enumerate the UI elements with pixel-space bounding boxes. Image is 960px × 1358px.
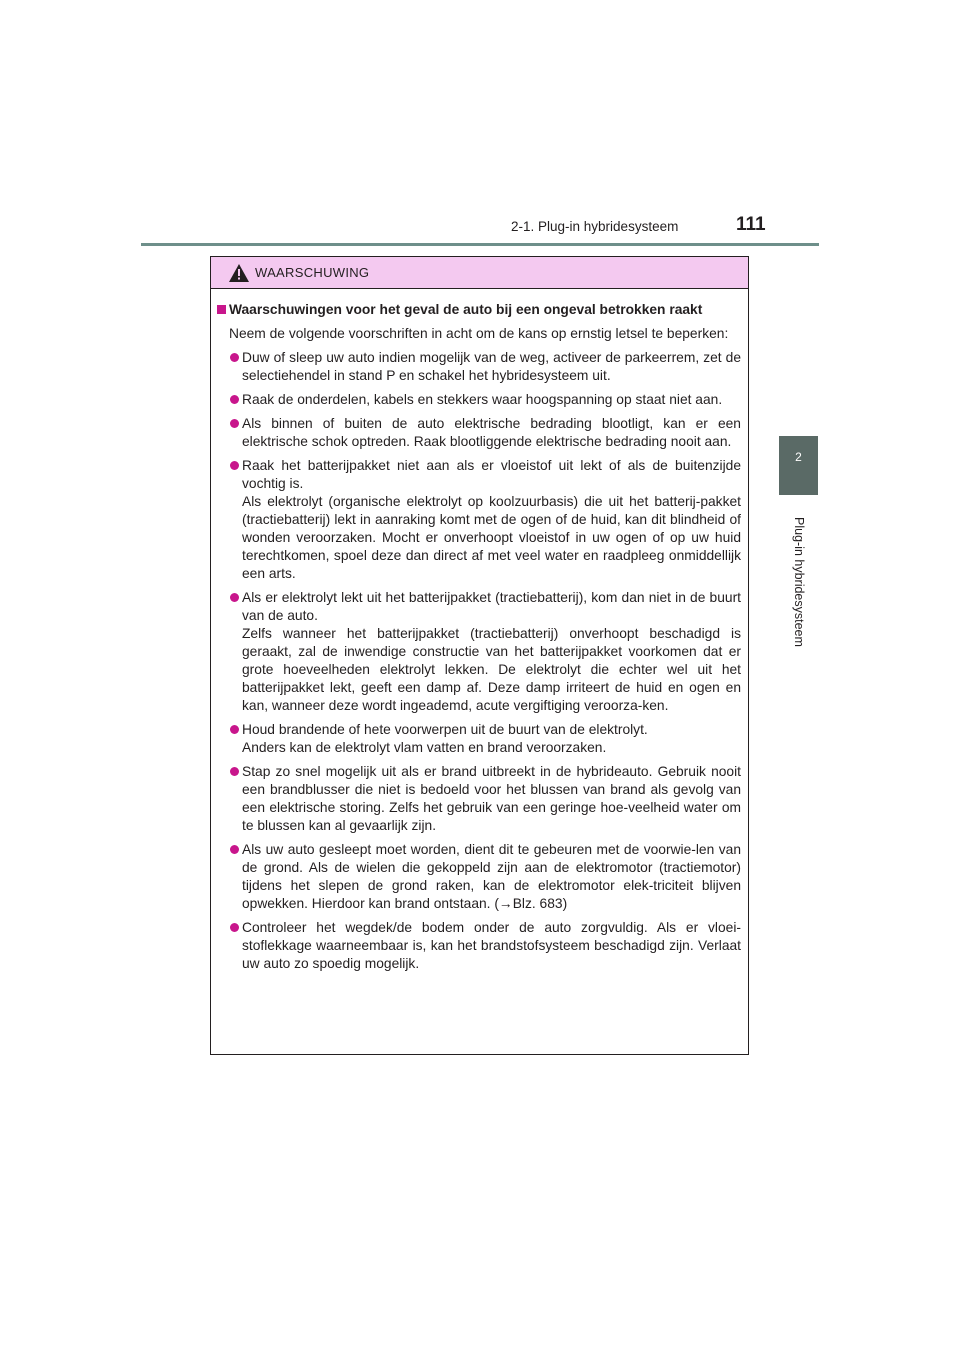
- list-item: [217, 457, 741, 583]
- list-item: [217, 415, 741, 451]
- list-item: [217, 763, 741, 835]
- bullet-dot-icon: [230, 923, 239, 932]
- list-item: [217, 589, 741, 715]
- warning-section-heading-text: Waarschuwingen voor het geval de auto bij een ongeval betrokken raakt: [229, 302, 703, 317]
- warning-intro: Neem de volgende voorschriften in acht om de kans op ernstig letsel te beperken:: [229, 326, 729, 341]
- list-item: [217, 349, 741, 385]
- bullet-dot-icon: [230, 593, 239, 602]
- list-item-text: Anders kan de elektrolyt vlam vatten en brand veroorzaken.: [242, 740, 607, 755]
- list-item-text: Duw of sleep uw auto indien mogelijk van de weg, activeer de parkeerrem, zet de selectiehendel in stand P en schakel het hybridesysteem uit.: [242, 350, 741, 383]
- chapter-number: 2: [795, 450, 802, 464]
- warning-title: WAARSCHUWING: [255, 265, 370, 280]
- list-item: [217, 841, 741, 913]
- list-item-text: Controleer het wegdek/de bodem onder de auto zorgvuldig. Als er vloei-stoflekkage waarneembaar is, kan het brandstofsysteem beschadigd zijn. Verlaat uw auto zo spoedig mogelijk.: [242, 920, 741, 971]
- bullet-dot-icon: [230, 353, 239, 362]
- list-item-text: Zelfs wanneer het batterijpakket (tractiebatterij) onverhoopt beschadigd is geraakt, zal de inwendige constructie van het batterijpakket voorkomen dat er grote hoeveelheden elektrolyt lekken. De elektrolyt die echter wel uit het batterijpakket lekt, geeft een damp af. Deze damp irriteert de huid en ogen en kan, wanneer deze wordt ingeademd, acute vergiftiging veroorza-ken.: [242, 626, 741, 713]
- chapter-label: Plug-in hybridesysteem: [792, 517, 806, 647]
- list-item-text: Houd brandende of hete voorwerpen uit de buurt van de elektrolyt.: [242, 722, 648, 737]
- warning-box: [210, 256, 749, 1055]
- list-item-text: Raak het batterijpakket niet aan als er vloeistof uit lekt of als de buitenzijde vochtig is.: [242, 458, 741, 491]
- bullet-dot-icon: [230, 461, 239, 470]
- list-item: [217, 721, 741, 757]
- chapter-tab: [779, 436, 818, 495]
- warning-body: [211, 289, 748, 973]
- list-item-text: Als elektrolyt (organische elektrolyt op koolzuurbasis) die uit het batterij-pakket (tractiebatterij) lekt in aanraking komt met de ogen of de huid, kan dit blindheid of wonden veroorzaken. Mocht er onverhoopt vloeistof in uw ogen of op uw huid terechtkomen, spoel deze dan direct af met veel water en raadpleeg onmiddellijk een arts.: [242, 494, 741, 581]
- list-item: [217, 919, 741, 973]
- warning-section-heading: [217, 301, 741, 319]
- section-title: 2-1. Plug-in hybridesysteem: [511, 219, 679, 234]
- list-item-text: Als er elektrolyt lekt uit het batterijpakket (tractiebatterij), kom dan niet in de buurt van de auto.: [242, 590, 741, 623]
- bullet-dot-icon: [230, 845, 239, 854]
- bullet-dot-icon: [230, 419, 239, 428]
- list-item: [217, 391, 741, 409]
- bullet-dot-icon: [230, 395, 239, 404]
- list-item-text: Stap zo snel mogelijk uit als er brand uitbreekt in de hybrideauto. Gebruik nooit een brandblusser die niet is bedoeld voor het blussen van brand als gevolg van een elektrische storing. Zelfs het gebruik van een geringe hoe-veelheid water om te blussen kan al gevaarlijk zijn.: [242, 764, 741, 833]
- bullet-dot-icon: [230, 725, 239, 734]
- page-number: 111: [736, 214, 766, 235]
- list-item-text: Als binnen of buiten de auto elektrische bedrading blootligt, kan er een elektrische schok optreden. Raak blootliggende elektrische bedrading nooit aan.: [242, 416, 741, 449]
- list-item-text: Raak de onderdelen, kabels en stekkers waar hoogspanning op staat niet aan.: [242, 392, 723, 407]
- warning-list: [217, 349, 741, 973]
- bullet-dot-icon: [230, 767, 239, 776]
- list-item-text: Als uw auto gesleept moet worden, dient dit te gebeuren met de voorwie-len van de grond. Als de wielen die gekoppeld zijn aan de elektromotor (tractiemotor) tijdens het slepen de grond raken, kan de elektromotor elek-triciteit blijven opwekken. Hierdoor kan brand ontstaan. (→Blz. 683): [242, 842, 741, 911]
- warning-header: [211, 257, 748, 289]
- warning-triangle-icon: [229, 264, 249, 282]
- square-bullet-icon: [217, 305, 226, 314]
- header-rule: [141, 243, 819, 246]
